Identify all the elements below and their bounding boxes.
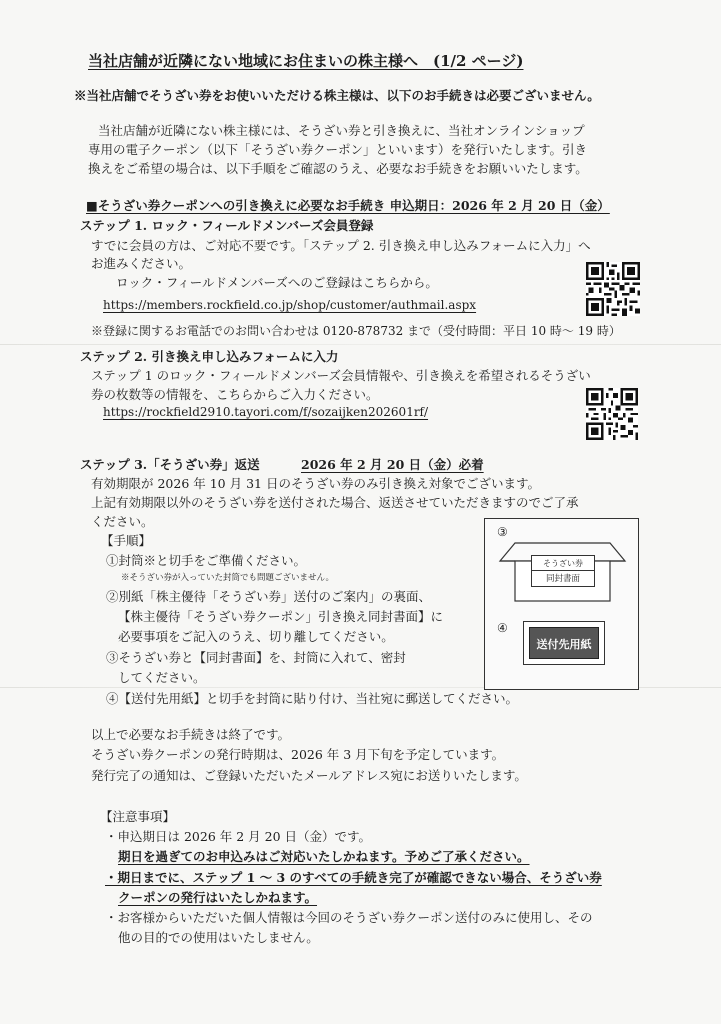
- step3-line: ください。: [91, 514, 154, 529]
- step1-phone-note: ※登録に関するお電話でのお問い合わせは 0120-878732 まで（受付時間：平日 10 時～ 19 時）: [91, 324, 621, 338]
- step1-url-link[interactable]: https://members.rockfield.co.jp/shop/customer/authmail.aspx: [103, 298, 477, 312]
- step1-heading: ステップ 1. ロック・フィールドメンバーズ会員登録: [80, 218, 374, 233]
- procedure-step-2: 必要事項をご記入のうえ、切り離してください。: [118, 629, 394, 644]
- step1-register-text: ロック・フィールドメンバーズへのご登録はこちらから。: [116, 275, 438, 290]
- caution-item: [105, 868, 602, 886]
- figure-number-4: ④: [497, 621, 508, 635]
- envelope-front: [523, 621, 605, 665]
- intro-line: 換えをご希望の場合は、以下手順をご確認のうえ、必要なお手続きをお願いいたします。: [88, 161, 588, 176]
- closing-line: 以上で必要なお手続きは終了です。: [91, 727, 291, 742]
- step2-url-link[interactable]: https://rockfield2910.tayori.com/f/sozaijken202601rf/: [103, 405, 429, 419]
- procedure-step-2: ②別紙「株主優待「そうざい券」送付のご案内」の裏面、: [106, 589, 432, 604]
- enclosed-cards: [531, 555, 595, 587]
- step2-heading: ステップ 2. 引き換え申し込みフォームに入力: [80, 349, 339, 364]
- caution-item-text: ・期日までに、ステップ 1 ～ 3 のすべての手続き完了が確認できない場合、そうざい券: [105, 870, 602, 885]
- figure-number-3: ③: [497, 525, 508, 539]
- step3-line: 上記有効期限以外のそうざい券を送付された場合、返送させていただきますのでご了承: [91, 495, 579, 510]
- address-label-text: 送付先用紙: [536, 638, 592, 651]
- fold-line: [0, 344, 721, 345]
- caution-item-sub: 期日を過ぎてのお申込みはご対応いたしかねます。予めご了承ください。: [118, 849, 530, 864]
- caution-item: ・お客様からいただいた個人情報は今回のそうざい券クーポン送付のみに使用し、その: [105, 910, 593, 925]
- procedure-step-1-note: ※そうざい券が入っていた封筒でも問題ございません。: [121, 573, 335, 583]
- qr-code-icon: [586, 388, 638, 440]
- notice-text: ※当社店舗でそうざい券をお使いいただける株主様は、以下のお手続きは必要ございません。: [74, 88, 600, 103]
- qr-code-icon: [586, 262, 640, 316]
- step1-line: お進みください。: [91, 256, 192, 271]
- procedure-step-3: してください。: [118, 670, 206, 685]
- caution-item-sub: クーポンの発行はいたしかねます。: [118, 890, 318, 905]
- cautions-label: 【注意事項】: [100, 809, 176, 824]
- card-voucher: そうざい券: [532, 558, 594, 571]
- step1-line: すでに会員の方は、ご対応不要です。「ステップ 2. 引き換え申し込みフォームに入力」へ: [91, 238, 591, 253]
- closing-line: そうざい券クーポンの発行時期は、2026 年 3 月下旬を予定しています。: [91, 747, 505, 762]
- intro-line: 当社店舗が近隣にない株主様には、そうざい券と引き換えに、当社オンラインショップ: [98, 123, 585, 138]
- procedure-step-4: ④【送付先用紙】と切手を封筒に貼り付け、当社宛に郵送してください。: [106, 691, 519, 706]
- caution-item-sub: 他の目的での使用はいたしません。: [118, 930, 319, 945]
- step3-heading: ステップ 3.「そうざい券」返送: [80, 457, 260, 472]
- intro-line: 専用の電子クーポン（以下「そうざい券クーポン」といいます）を発行いたします。引き: [88, 142, 588, 157]
- address-label: [529, 627, 599, 659]
- card-enclosed-form: 同封書面: [545, 574, 580, 584]
- closing-line: 発行完了の通知は、ご登録いただいたメールアドレス宛にお送りいたします。: [91, 768, 527, 783]
- caution-item: ・申込期日は 2026 年 2 月 20 日（金）です。: [105, 829, 372, 844]
- procedure-label: 【手順】: [101, 533, 152, 548]
- step2-line: ステップ 1 のロック・フィールドメンバーズ会員情報や、引き換えを希望されるそうざい: [91, 368, 591, 383]
- procedure-step-1: ①封筒※と切手をご準備ください。: [106, 553, 307, 568]
- page-title: 当社店舗が近隣にない地域にお住まいの株主様へ (1/2 ページ): [88, 52, 524, 70]
- procedure-step-3: ③そうざい券と【同封書面】を、封筒に入れて、密封: [106, 650, 406, 665]
- step2-line: 券の枚数等の情報を、こちらからご入力ください。: [91, 387, 379, 402]
- procedure-step-2: 【株主優待「そうざい券クーポン」引き換え同封書面】に: [118, 609, 444, 624]
- step3-line: 有効期限が 2026 年 10 月 31 日のそうざい券のみ引き換え対象でございます。: [91, 476, 540, 491]
- envelope-illustration: [484, 518, 639, 690]
- step3-deadline: 2026 年 2 月 20 日（金）必着: [301, 457, 484, 472]
- section-heading: ■そうざい券クーポンへの引き換えに必要なお手続き 申込期日：2026 年 2 月 20 日（金）: [86, 198, 610, 213]
